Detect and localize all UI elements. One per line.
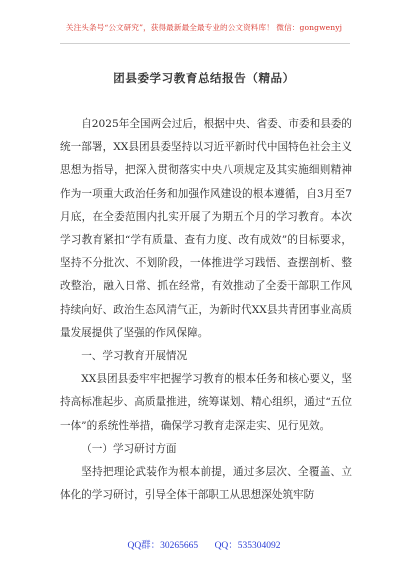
header-divider (60, 43, 350, 44)
header-banner: 关注头条号“公文研究”，获得最新最全最专业的公文资料库！ 微信：gongwenyj (65, 23, 343, 32)
section-heading-1: 一、学习教育开展情况 (81, 350, 188, 363)
paragraph-intro: 自2025年全国两会过后，根据中央、省委、市委和县委的统一部署，XX县团县委坚持以习近平新时代中国特色社会主义思想为指导，把深入贯彻落实中央八项规定及其实施细则精神作为一项重大政治任务和加强作风建设的根本遵循，自3月至7月底，在全委范围内扎实开展了为期五个月的学习教育。本次学习教育紧扣“学有质量、查有力度、改有成效”的目标要求，坚持不分批次、不划阶段，一体推进学习践悟、查摆剖析、整改整治，融入日常、抓在经常，有效推动了全委干部职工作风持续向好、政治生态风清气正，为新时代XX县共青团事业高质量发展提供了坚强的作风保障。 (60, 118, 352, 339)
subsection-heading-1: （一）学习研讨方面 (81, 442, 177, 455)
footer-qq: QQ：535304092 (214, 541, 281, 551)
footer-contact (0, 537, 408, 551)
footer-qq-group: QQ群：30265665 (127, 541, 199, 551)
document-body (60, 113, 352, 507)
paragraph-subsection-1: 坚持把理论武装作为根本前提，通过多层次、全覆盖、立体化的学习研讨，引导全体干部职工从思想深处筑牢防 (60, 466, 352, 502)
document-title: 团县委学习教育总结报告（精品） (113, 71, 295, 85)
paragraph-section-1: XX县团县委牢牢把握学习教育的根本任务和核心要义，坚持高标准起步、高质量推进，统筹谋划、精心组织，通过“五位一体”的系统性举措，确保学习教育走深走实、见行见效。 (60, 373, 352, 432)
